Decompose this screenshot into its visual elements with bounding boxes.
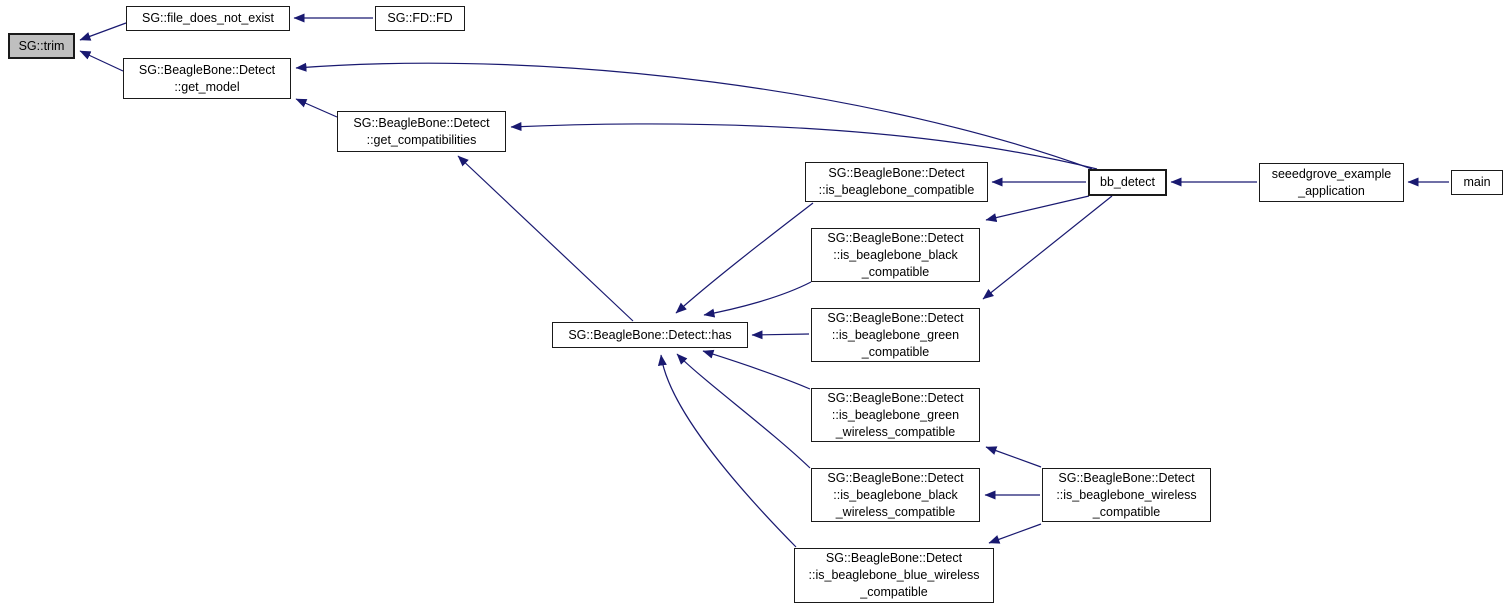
edge-wireless-to-green-wireless <box>986 447 1041 467</box>
node-label: SG::BeagleBone::Detect <box>1058 470 1195 485</box>
node-sg-fd-fd[interactable] <box>375 6 465 31</box>
node-sg-trim <box>8 33 75 59</box>
node-label: SG::BeagleBone::Detect::has <box>568 327 732 342</box>
node-label: seeedgrove_example <box>1271 166 1392 181</box>
edge-is-beaglebone-green-wireless-compatible-to-has <box>703 351 810 389</box>
node-label: ::is_beaglebone_wireless <box>1056 487 1197 502</box>
node-label: _application <box>1298 183 1365 198</box>
node-label: SG::BeagleBone::Detect <box>827 310 964 325</box>
node-label: SG::FD::FD <box>387 11 453 25</box>
node-label: SG::BeagleBone::Detect <box>827 230 964 245</box>
edge-bb-detect-to-get-compatibilities <box>511 124 1097 169</box>
node-label: SG::BeagleBone::Detect <box>138 62 276 77</box>
node-label: ::get_compatibilities <box>366 132 477 147</box>
node-label: ::get_model <box>174 79 240 94</box>
edge-get-model-to-trim <box>80 51 123 71</box>
node-label: ::is_beaglebone_green <box>831 407 960 422</box>
node-label: ::is_beaglebone_blue_wireless <box>808 568 980 582</box>
node-label: _compatible <box>860 585 928 599</box>
edge-is-beaglebone-black-wireless-compatible-to-has <box>677 354 810 468</box>
node-label: SG::file_does_not_exist <box>141 11 275 25</box>
node-has[interactable] <box>552 322 748 348</box>
edge-bb-detect-to-is-beaglebone-green-compatible <box>983 196 1112 299</box>
node-is-beaglebone-blue-wireless-compatible[interactable] <box>794 548 994 603</box>
node-label: _wireless_compatible <box>835 504 956 519</box>
node-is-beaglebone-black-wireless-compatible[interactable] <box>811 468 980 522</box>
node-label: _compatible <box>861 344 930 359</box>
edge-wireless-to-blue-wireless <box>989 524 1041 543</box>
node-label: ::is_beaglebone_black <box>833 487 958 502</box>
node-label: SG::BeagleBone::Detect <box>825 551 963 565</box>
node-is-beaglebone-green-wireless-compatible[interactable] <box>811 388 980 442</box>
edge-bb-detect-to-is-beaglebone-black-compatible <box>986 196 1089 220</box>
edge-is-beaglebone-black-compatible-to-has <box>704 282 811 315</box>
node-label: _compatible <box>861 264 930 279</box>
node-label: ::is_beaglebone_black <box>833 247 958 262</box>
node-sg-file-does-not-exist[interactable] <box>126 6 290 31</box>
edge-get-compatibilities-to-get-model <box>296 99 337 117</box>
node-label: bb_detect <box>1100 175 1155 189</box>
edge-is-beaglebone-blue-wireless-compatible-to-has <box>661 355 796 547</box>
node-is-beaglebone-green-compatible[interactable] <box>811 308 980 362</box>
node-bb-detect[interactable] <box>1088 169 1167 196</box>
node-seeedgrove-example-application[interactable] <box>1259 163 1404 202</box>
edge-file-does-not-exist-to-trim <box>80 23 126 40</box>
node-is-beaglebone-compatible[interactable] <box>805 162 988 202</box>
edge-is-beaglebone-compatible-to-has <box>676 203 813 313</box>
node-label: ::is_beaglebone_compatible <box>818 183 975 197</box>
node-get-compatibilities[interactable] <box>337 111 506 152</box>
node-label: SG::BeagleBone::Detect <box>827 470 964 485</box>
node-label: main <box>1463 175 1491 189</box>
edge-has-to-get-compatibilities <box>458 156 633 321</box>
node-label: _wireless_compatible <box>835 424 956 439</box>
node-label: SG::trim <box>18 38 65 53</box>
node-label: SG::BeagleBone::Detect <box>827 390 964 405</box>
node-main[interactable] <box>1451 170 1503 195</box>
edge-is-beaglebone-green-compatible-to-has <box>752 334 809 335</box>
node-get-model[interactable] <box>123 58 291 99</box>
node-is-beaglebone-wireless-compatible[interactable] <box>1042 468 1211 522</box>
node-label: SG::BeagleBone::Detect <box>353 115 490 130</box>
node-label: ::is_beaglebone_green <box>831 327 960 342</box>
node-is-beaglebone-black-compatible[interactable] <box>811 228 980 282</box>
node-label: _compatible <box>1092 504 1161 519</box>
node-label: SG::BeagleBone::Detect <box>828 166 965 180</box>
